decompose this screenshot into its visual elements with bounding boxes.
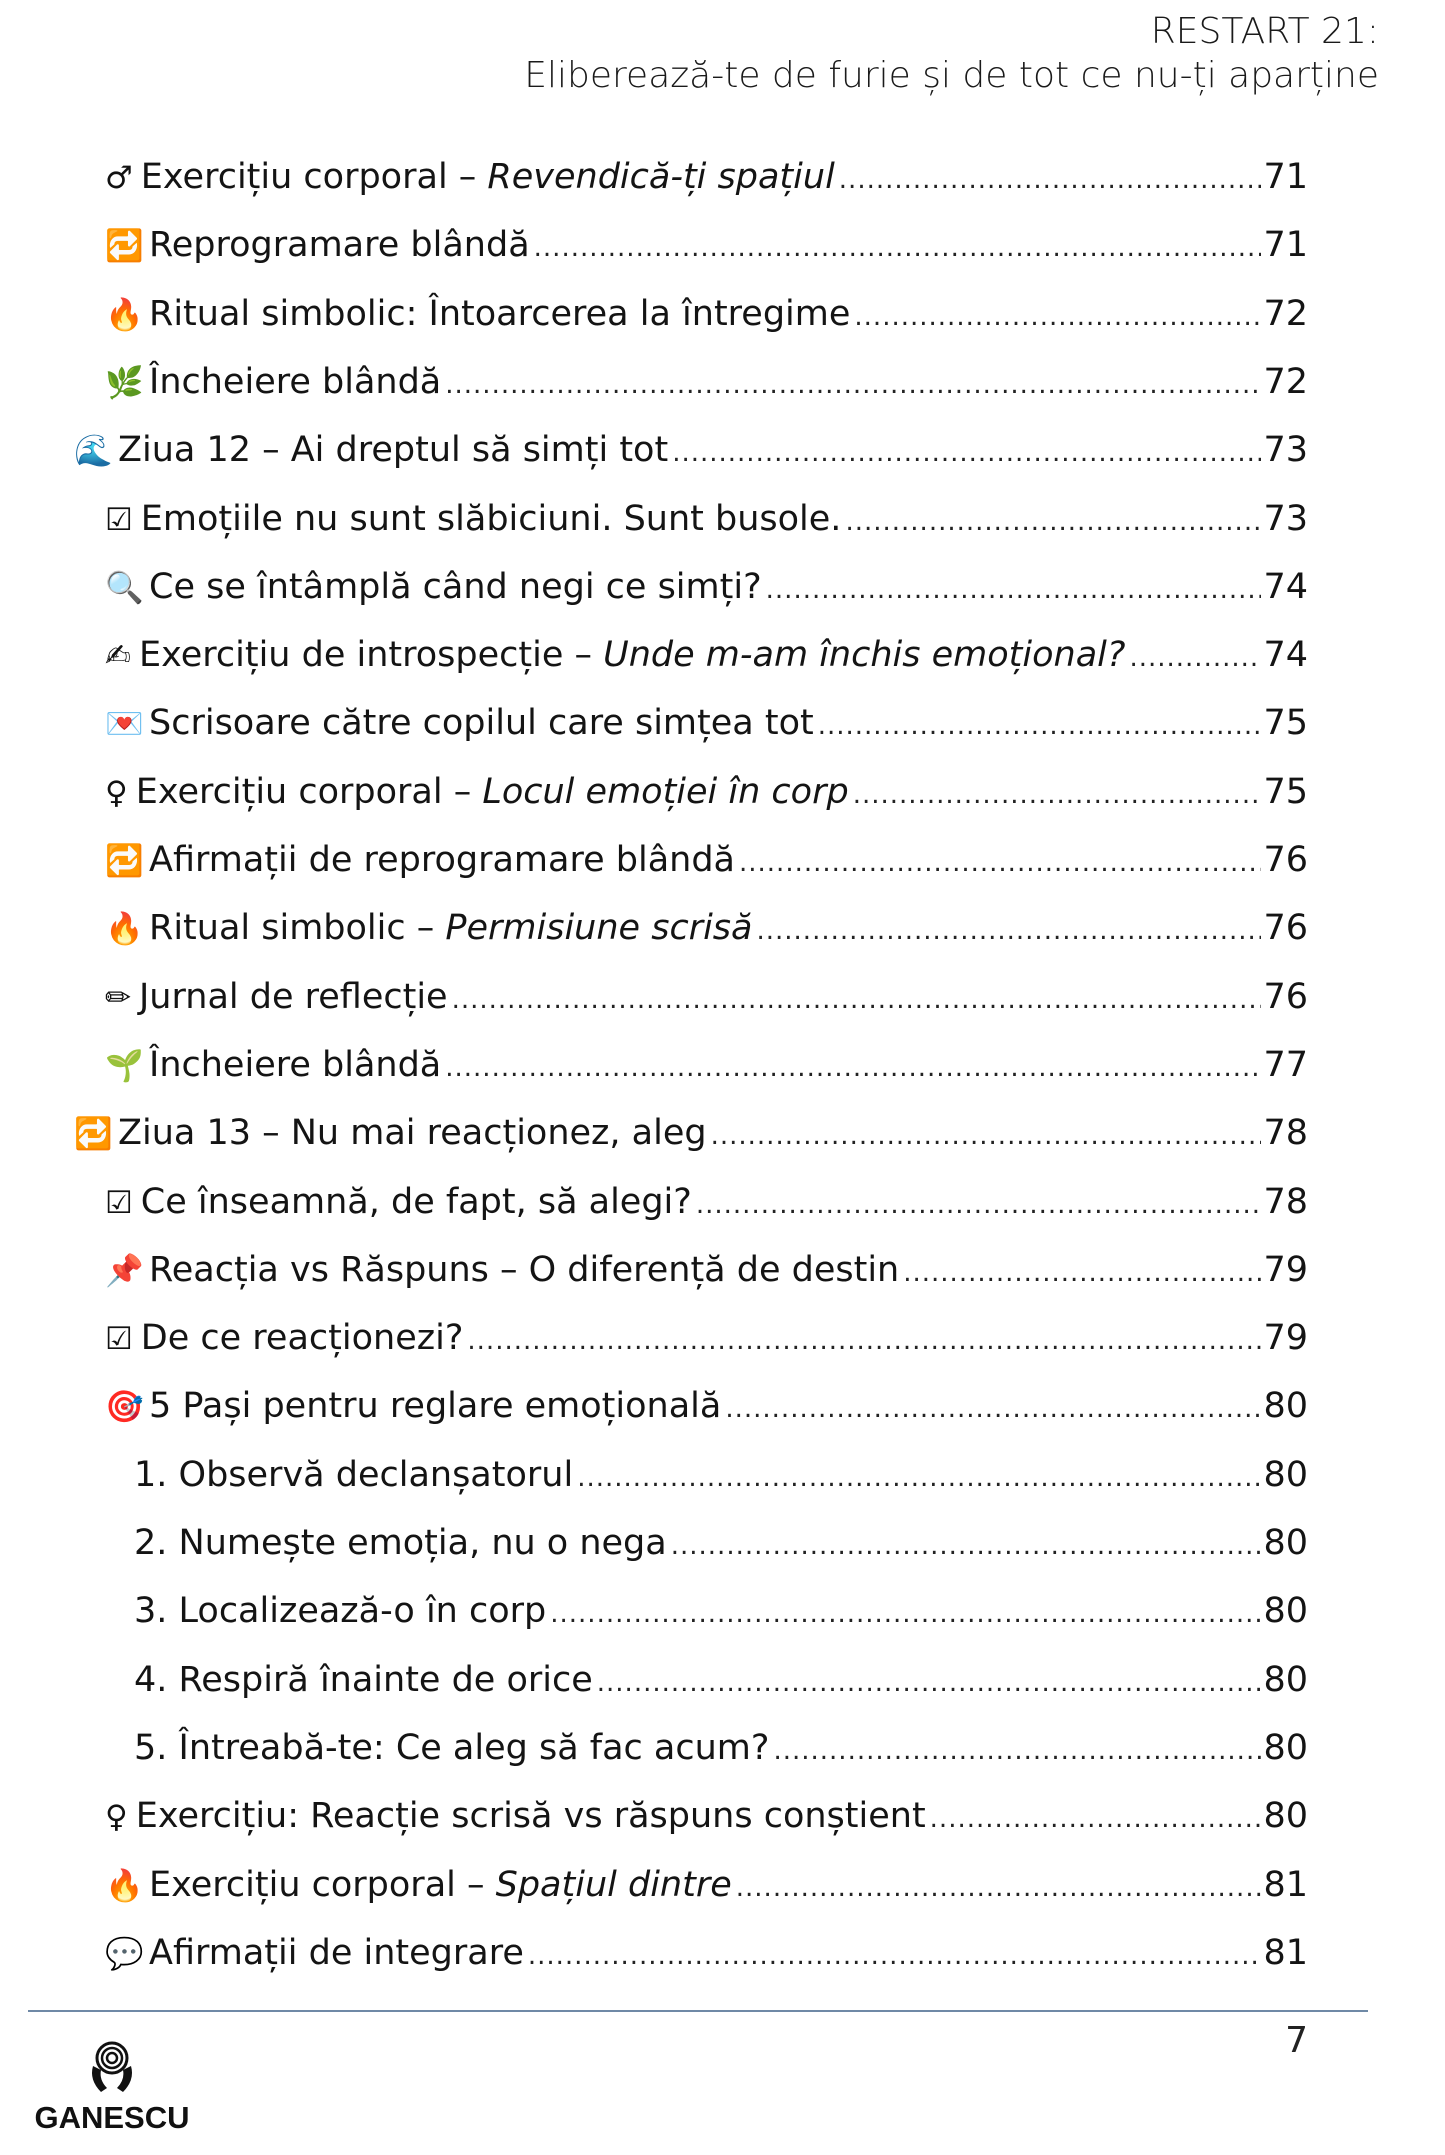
repeat-arrows-icon: 🔁 (105, 228, 144, 264)
toc-page-number: 78 (1263, 1113, 1308, 1153)
toc-page-number: 75 (1263, 772, 1308, 812)
dot-leader (818, 701, 1262, 751)
pencil-icon: ✏ (105, 980, 131, 1016)
toc-entry-title (136, 767, 849, 817)
toc-page-number: 72 (1263, 294, 1308, 334)
pushpin-icon: 📌 (105, 1253, 144, 1289)
toc-entry[interactable] (105, 357, 1308, 407)
dot-leader (736, 1863, 1262, 1913)
toc-entry[interactable] (134, 1586, 1308, 1636)
toc-page-number: 73 (1263, 499, 1308, 539)
toc-entry-title (149, 698, 814, 748)
toc-entry-text: Afirmații de integrare (149, 1933, 524, 1973)
toc-entry[interactable] (105, 289, 1308, 339)
toc-entry[interactable] (105, 220, 1308, 270)
repeat-arrows-icon: 🔁 (74, 1116, 113, 1152)
toc-entry[interactable] (105, 1791, 1308, 1841)
toc-entry[interactable] (105, 698, 1308, 748)
toc-page-number: 79 (1263, 1318, 1308, 1358)
toc-entry-title (141, 152, 835, 202)
dot-leader (696, 1180, 1262, 1230)
toc-entry-title (149, 562, 762, 612)
dot-leader (725, 1384, 1261, 1434)
toc-entry-title (134, 1450, 573, 1500)
dot-leader (853, 770, 1262, 820)
toc-entry[interactable] (105, 1860, 1308, 1910)
female-sign-icon: ♀ (105, 1799, 128, 1835)
toc-entry-text: Ritual simbolic: Întoarcerea la întregime (149, 294, 851, 334)
toc-entry-text: 5. Întreabă-te: Ce aleg să fac acum? (134, 1728, 770, 1768)
toc-entry-title (149, 1040, 441, 1090)
dot-leader (597, 1658, 1262, 1708)
toc-entry-italic-text: Spațiul dintre (495, 1865, 732, 1905)
dot-leader (756, 906, 1261, 956)
dot-leader (766, 565, 1262, 615)
toc-page-number: 76 (1263, 977, 1308, 1017)
speech-bubble-icon: 💬 (105, 1936, 144, 1972)
toc-entry-italic-text: Permisiune scrisă (445, 908, 753, 948)
logo-emblem-icon (81, 2036, 143, 2098)
toc-entry-text: Ce înseamnă, de fapt, să alegi? (140, 1182, 692, 1222)
toc-page-number: 80 (1263, 1796, 1308, 1836)
dot-leader (452, 975, 1262, 1025)
dot-leader (671, 1521, 1262, 1571)
toc-entry[interactable] (134, 1723, 1308, 1773)
toc-entry-text: Exercițiu corporal – (140, 157, 488, 197)
page-number: 7 (1285, 2020, 1308, 2061)
toc-entry[interactable] (105, 494, 1308, 544)
toc-entry[interactable] (105, 1313, 1308, 1363)
toc-entry-title (149, 835, 735, 885)
toc-entry-title (139, 630, 1125, 680)
toc-entry[interactable] (105, 835, 1308, 885)
toc-entry-title (141, 494, 842, 544)
toc-entry-title (118, 1108, 707, 1158)
toc-entry-text: 4. Respiră înainte de orice (134, 1660, 593, 1700)
toc-page-number: 80 (1263, 1660, 1308, 1700)
toc-entry-italic-text: Revendică-ți spațiul (487, 157, 835, 197)
toc-page-number: 71 (1263, 157, 1308, 197)
toc-entry-text: Ce se întâmplă când negi ce simți? (149, 567, 762, 607)
toc-entry-text: 1. Observă declanșatorul (134, 1455, 574, 1495)
toc-entry-text: Exercițiu de introspecție – (138, 635, 604, 675)
toc-entry-text: Ziua 13 – Nu mai reacționez, aleg (118, 1113, 707, 1153)
toc-entry[interactable] (105, 1928, 1308, 1978)
toc-entry-text: 3. Localizează-o în corp (134, 1591, 547, 1631)
checkbox-icon: ☑ (105, 1321, 133, 1357)
toc-entry[interactable] (134, 1450, 1308, 1500)
toc-page-number: 74 (1263, 635, 1308, 675)
toc-entry-title (149, 1381, 721, 1431)
toc-page-number: 78 (1263, 1182, 1308, 1222)
footer-divider (28, 2010, 1368, 2012)
wave-icon: 🌊 (74, 433, 113, 469)
toc-entry-title (141, 1177, 692, 1227)
checkbox-icon: ☑ (105, 1185, 133, 1221)
toc-entry-text: 2. Numește emoția, nu o nega (134, 1523, 667, 1563)
toc-entry-text: Încheiere blândă (149, 362, 442, 402)
toc-entry[interactable] (105, 972, 1308, 1022)
toc-entry-title (149, 220, 530, 270)
toc-page-number: 80 (1263, 1386, 1308, 1426)
toc-entry[interactable] (134, 1518, 1308, 1568)
toc-entry-text: Emoțiile nu sunt slăbiciuni. Sunt busole. (140, 499, 842, 539)
flame-icon: 🔥 (105, 911, 144, 947)
toc-page-number: 79 (1263, 1250, 1308, 1290)
toc-entry-title (149, 1245, 899, 1295)
toc-entry-title (149, 1860, 732, 1910)
toc-page-number: 72 (1263, 362, 1308, 402)
dot-leader (445, 360, 1261, 410)
toc-entry-text: Afirmații de reprogramare blândă (149, 840, 735, 880)
dot-leader (711, 1111, 1262, 1161)
toc-page-number: 80 (1263, 1455, 1308, 1495)
toc-page-number: 76 (1263, 908, 1308, 948)
dot-leader (467, 1316, 1261, 1366)
publisher-name: GANESCU (34, 2100, 190, 2135)
dot-leader (534, 223, 1262, 273)
toc-entry[interactable] (105, 767, 1308, 817)
female-sign-icon: ♀ (105, 775, 128, 811)
toc-page-number: 73 (1263, 430, 1308, 470)
toc-entry-title (149, 903, 752, 953)
toc-entry-italic-text: Unde m-am închis emoțional? (603, 635, 1126, 675)
toc-entry-text: Scrisoare către copilul care simțea tot (149, 703, 814, 743)
toc-entry-title (141, 1313, 464, 1363)
herb-icon: 🌿 (105, 365, 144, 401)
dot-leader (550, 1589, 1261, 1639)
toc-entry[interactable] (105, 1381, 1308, 1431)
toc-entry[interactable] (105, 1177, 1308, 1227)
dot-leader (930, 1794, 1262, 1844)
toc-entry[interactable] (105, 562, 1308, 612)
toc-entry-italic-text: Locul emoției în corp (482, 772, 849, 812)
toc-entry-text: Exercițiu corporal – (149, 1865, 496, 1905)
flame-icon: 🔥 (105, 1868, 144, 1904)
toc-entry[interactable] (74, 1108, 1308, 1158)
toc-entry-text: Exercițiu: Reacție scrisă vs răspuns conștient (135, 1796, 926, 1836)
dot-leader (672, 428, 1261, 478)
toc-page-number: 74 (1263, 567, 1308, 607)
toc-entry[interactable] (105, 630, 1308, 680)
toc-entry-text: De ce reacționezi? (140, 1318, 464, 1358)
toc-entry-title (149, 1928, 524, 1978)
toc-entry-title (134, 1586, 546, 1636)
dot-leader (445, 1043, 1261, 1093)
toc-page-number: 80 (1263, 1591, 1308, 1631)
toc-entry-title (139, 972, 448, 1022)
toc-page-number: 76 (1263, 840, 1308, 880)
target-icon: 🎯 (105, 1389, 144, 1425)
toc-page-number: 81 (1263, 1933, 1308, 1973)
toc-entry-text: Ziua 12 – Ai dreptul să simți tot (118, 430, 669, 470)
toc-page-number: 71 (1263, 225, 1308, 265)
toc-entry-text: Reprogramare blândă (149, 225, 530, 265)
toc-entry-text: Ritual simbolic – (149, 908, 446, 948)
publisher-logo (32, 2036, 192, 2146)
toc-entry-title (118, 425, 668, 475)
repeat-arrows-icon: 🔁 (105, 843, 144, 879)
love-letter-icon: 💌 (105, 706, 144, 742)
toc-entry-title (134, 1723, 769, 1773)
dot-leader (903, 1248, 1261, 1298)
toc-page-number: 80 (1263, 1728, 1308, 1768)
sprout-icon: 🌱 (105, 1048, 144, 1084)
dot-leader (854, 292, 1261, 342)
toc-entry[interactable] (74, 425, 1308, 475)
toc-entry-text: Reacția vs Răspuns – O diferență de destin (149, 1250, 900, 1290)
dot-leader (839, 155, 1262, 205)
dot-leader (773, 1726, 1261, 1776)
dot-leader (845, 497, 1261, 547)
dot-leader (577, 1453, 1261, 1503)
book-subtitle: Eliberează-te de furie și de tot ce nu-ți aparține (524, 55, 1379, 96)
toc-page-number: 77 (1263, 1045, 1308, 1085)
toc-entry-title (149, 357, 441, 407)
toc-entry-text: Jurnal de reflecție (138, 977, 448, 1017)
flame-icon: 🔥 (105, 297, 144, 333)
toc-entry-title (136, 1791, 926, 1841)
toc-entry-text: Încheiere blândă (149, 1045, 442, 1085)
dot-leader (739, 838, 1261, 888)
checkbox-icon: ☑ (105, 502, 133, 538)
toc-entry-title (149, 289, 850, 339)
toc-page-number: 75 (1263, 703, 1308, 743)
writing-hand-icon: ✍ (105, 638, 131, 674)
toc-entry[interactable] (105, 1040, 1308, 1090)
toc-entry-title (134, 1655, 593, 1705)
toc-entry[interactable] (105, 903, 1308, 953)
toc-page-number: 81 (1263, 1865, 1308, 1905)
toc-entry-text: 5 Pași pentru reglare emoțională (149, 1386, 722, 1426)
book-title: RESTART 21: (1150, 11, 1379, 52)
toc-entry-title (134, 1518, 667, 1568)
magnifier-icon: 🔍 (105, 570, 144, 606)
toc-entry-text: Exercițiu corporal – (135, 772, 483, 812)
toc-entry[interactable] (105, 1245, 1308, 1295)
toc-page-number: 80 (1263, 1523, 1308, 1563)
male-sign-icon: ♂ (105, 160, 133, 196)
dot-leader (1129, 633, 1261, 683)
dot-leader (528, 1931, 1262, 1981)
toc-entry[interactable] (105, 152, 1308, 202)
toc-entry[interactable] (134, 1655, 1308, 1705)
